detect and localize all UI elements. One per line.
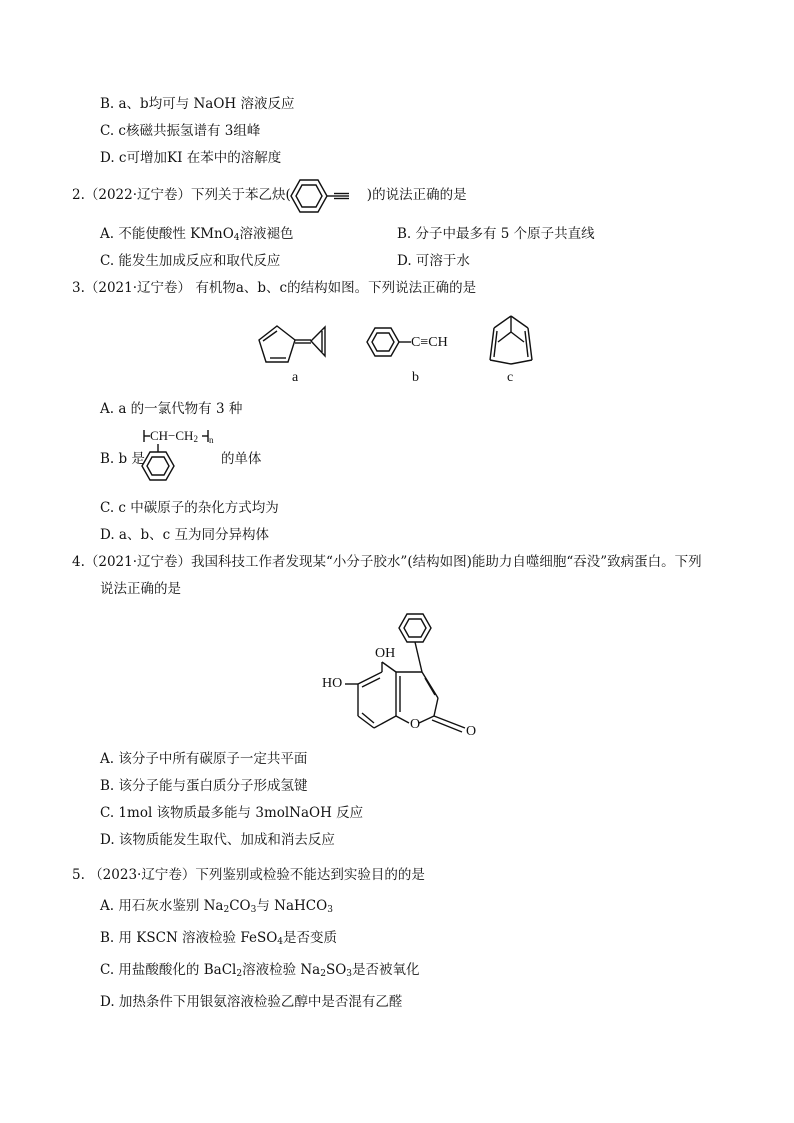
q5-option-a: A. 用石灰水鉴别 $Na_2CO_3$与 NaHCO$_3$ bbox=[100, 898, 333, 915]
phenylacetylene-structure bbox=[286, 178, 366, 214]
q2-option-a: A. 不能使酸性 KMnO$_4$溶液褪色 bbox=[100, 226, 294, 243]
hydroxyl-top: OH bbox=[375, 646, 396, 661]
ring-oxygen: O bbox=[410, 717, 421, 732]
structure-b-alkyne: C≡CH bbox=[411, 335, 448, 350]
q5-option-d: D. 加热条件下用银氨溶液检验乙醇中是否混有乙醛 bbox=[100, 994, 403, 1010]
carbonyl-oxygen: O bbox=[466, 724, 477, 739]
prev-option-d: D. c可增加KI 在苯中的溶解度 bbox=[100, 150, 282, 166]
q2-stem: 2.（2022·辽宁卷）下列关于苯乙炔( )的说法正确的是 bbox=[72, 187, 467, 203]
hydroxyl-left: HO bbox=[322, 676, 343, 691]
polymer-chain: $CH-CH_2$ bbox=[150, 428, 198, 444]
q2-option-d: D. 可溶于水 bbox=[397, 253, 470, 269]
q4-stem-line2: 说法正确的是 bbox=[100, 581, 181, 597]
label-b: b bbox=[412, 370, 419, 385]
q5-option-b: B. 用 KSCN 溶液检验 FeSO$_4$是否变质 bbox=[100, 930, 338, 947]
structure-c bbox=[486, 312, 536, 368]
polymer-degree: n bbox=[209, 435, 214, 445]
q2-option-c: C. 能发生加成反应和取代反应 bbox=[100, 253, 281, 269]
q3-option-b: B. b 是 的单体 bbox=[100, 451, 262, 467]
q3-option-d: D. a、b、c 互为同分异构体 bbox=[100, 527, 269, 543]
q2-option-b: B. 分子中最多有 5 个原子共直线 bbox=[397, 226, 595, 242]
q5-option-c: C. 用盐酸酸化的 BaCl$_2$溶液检验 $Na_2SO_3$是否被氧化 bbox=[100, 962, 420, 979]
q3-option-a: A. a 的一氯代物有 3 种 bbox=[100, 401, 243, 417]
q4-option-d: D. 该物质能发生取代、加成和消去反应 bbox=[100, 832, 335, 848]
q4-option-b: B. 该分子能与蛋白质分子形成氢键 bbox=[100, 778, 308, 794]
label-a: a bbox=[292, 370, 299, 385]
q5-stem: 5. （2023·辽宁卷）下列鉴别或检验不能达到实验目的的是 bbox=[72, 867, 425, 883]
q4-option-a: A. 该分子中所有碳原子一定共平面 bbox=[100, 751, 308, 767]
prev-option-c: C. c核磁共振氢谱有 3组峰 bbox=[100, 123, 261, 139]
q3-option-c: C. c 中碳原子的杂化方式均为 bbox=[100, 500, 279, 516]
q4-option-c: C. 1mol 该物质最多能与 3molNaOH 反应 bbox=[100, 805, 364, 821]
label-c: c bbox=[507, 370, 514, 385]
polymer-structure bbox=[140, 426, 220, 486]
q3-stem: 3.（2021·辽宁卷） 有机物a、b、c的结构如图。下列说法正确的是 bbox=[72, 280, 477, 296]
prev-option-b: B. a、b均可与 NaOH 溶液反应 bbox=[100, 96, 295, 112]
q4-stem-line1: 4.（2021·辽宁卷）我国科技工作者发现某“小分子胶水”(结构如图)能助力自噬细胞“吞没”致病蛋白。下列 bbox=[72, 554, 702, 570]
structure-a bbox=[255, 322, 355, 374]
